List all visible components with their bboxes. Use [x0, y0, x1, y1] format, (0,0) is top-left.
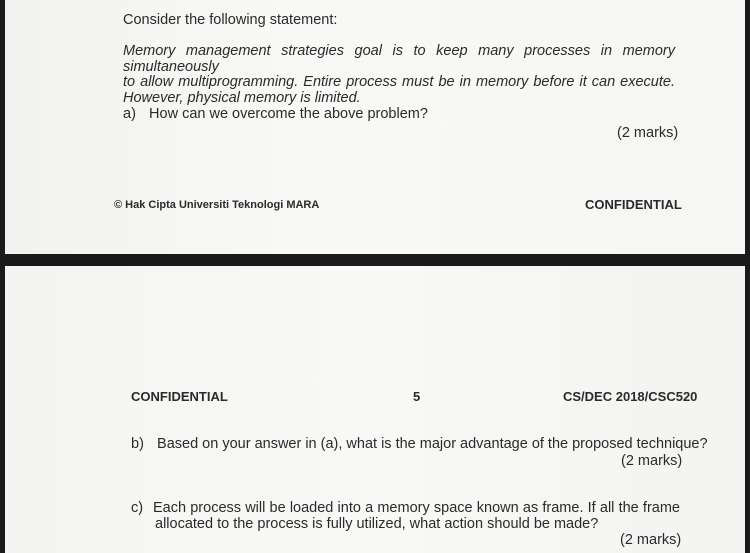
question-b-text: Based on your answer in (a), what is the major advantage of the proposed technique? — [157, 436, 708, 452]
memory-statement — [123, 44, 675, 106]
copyright-footer: © Hak Cipta Universiti Teknologi MARA — [114, 199, 320, 211]
confidential-footer: CONFIDENTIAL — [585, 197, 682, 212]
page-number: 5 — [413, 389, 421, 404]
question-b — [131, 436, 708, 452]
exam-page-top — [5, 0, 745, 254]
statement-line-3: However, physical memory is limited. — [123, 89, 361, 106]
question-a-marks: (2 marks) — [617, 125, 679, 141]
statement-line-1: Memory management strategies goal is to keep many processes in memory simultaneously — [123, 43, 675, 75]
confidential-header: CONFIDENTIAL — [131, 389, 228, 404]
question-a-label: a) — [123, 106, 136, 122]
statement-intro: Consider the following statement: — [123, 12, 338, 28]
question-a-text: How can we overcome the above problem? — [149, 106, 428, 122]
question-b-marks: (2 marks) — [621, 453, 683, 469]
question-c-line-2: allocated to the process is fully utilized, what action should be made? — [155, 516, 599, 532]
course-code-header: CS/DEC 2018/CSC520 — [563, 389, 698, 404]
question-c-line-1: Each process will be loaded into a memory space known as frame. If all the frame — [153, 500, 680, 516]
question-c — [131, 500, 680, 532]
question-c-label: c) — [131, 500, 144, 516]
question-a — [123, 106, 428, 122]
question-c-marks: (2 marks) — [620, 532, 682, 548]
statement-line-2: to allow multiprogramming. Entire process must be in memory before it can execute. — [123, 74, 675, 90]
question-b-label: b) — [131, 436, 144, 452]
